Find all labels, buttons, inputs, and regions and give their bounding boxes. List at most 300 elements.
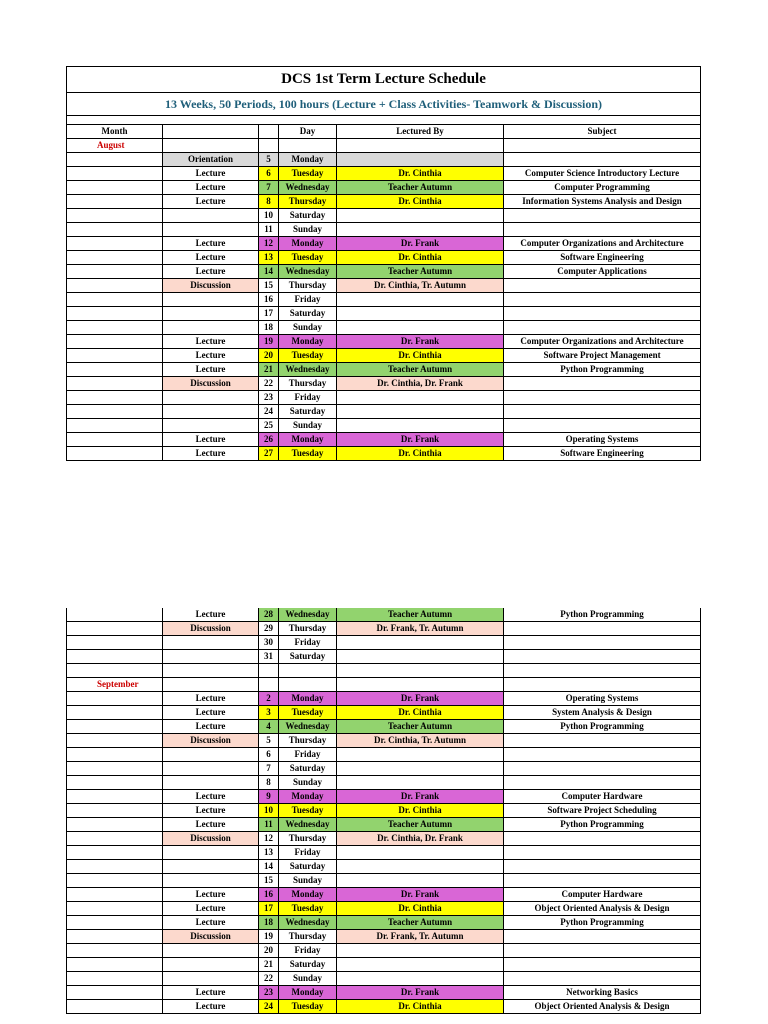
schedule-row <box>67 349 701 363</box>
month-cell <box>67 762 163 776</box>
session-type-cell: Discussion <box>163 734 259 748</box>
weekday-cell: Thursday <box>279 930 337 944</box>
weekday-cell: Friday <box>279 636 337 650</box>
month-cell <box>67 636 163 650</box>
subject-cell <box>504 930 701 944</box>
subject-cell: Computer Science Introductory Lecture <box>504 167 701 181</box>
schedule-row <box>67 734 701 748</box>
weekday-cell: Sunday <box>279 972 337 986</box>
subject-cell: Computer Hardware <box>504 888 701 902</box>
month-cell <box>67 363 163 377</box>
lecturer-cell: Dr. Cinthia <box>337 167 504 181</box>
date-number-cell: 23 <box>259 986 279 1000</box>
weekday-cell: Wednesday <box>279 818 337 832</box>
schedule-row <box>67 237 701 251</box>
session-type-cell: Discussion <box>163 622 259 636</box>
session-type-cell <box>163 874 259 888</box>
subject-cell: System Analysis & Design <box>504 706 701 720</box>
weekday-cell: Sunday <box>279 419 337 433</box>
month-cell <box>67 153 163 167</box>
month-cell: August <box>67 139 163 153</box>
month-cell <box>67 692 163 706</box>
weekday-cell: Thursday <box>279 734 337 748</box>
lecturer-cell: Dr. Cinthia, Tr. Autumn <box>337 734 504 748</box>
header-row <box>67 125 701 139</box>
spacer-cell <box>67 116 701 125</box>
weekday-cell: Saturday <box>279 405 337 419</box>
title-row <box>67 67 701 93</box>
lecturer-cell: Dr. Cinthia <box>337 804 504 818</box>
subject-cell: Computer Organizations and Architecture <box>504 335 701 349</box>
subject-cell <box>504 678 701 692</box>
session-type-cell: Lecture <box>163 720 259 734</box>
weekday-cell <box>279 664 337 678</box>
lecturer-cell <box>337 860 504 874</box>
schedule-row <box>67 139 701 153</box>
weekday-cell <box>279 678 337 692</box>
subject-cell <box>504 293 701 307</box>
session-type-cell <box>163 860 259 874</box>
date-number-cell: 13 <box>259 251 279 265</box>
schedule-row <box>67 167 701 181</box>
weekday-cell: Monday <box>279 692 337 706</box>
date-number-cell: 15 <box>259 874 279 888</box>
schedule-row <box>67 293 701 307</box>
month-cell <box>67 818 163 832</box>
date-number-cell: 13 <box>259 846 279 860</box>
session-type-cell: Lecture <box>163 195 259 209</box>
lecturer-cell <box>337 846 504 860</box>
lecturer-cell <box>337 678 504 692</box>
lecturer-cell: Teacher Autumn <box>337 608 504 622</box>
month-cell <box>67 944 163 958</box>
session-type-cell <box>163 650 259 664</box>
lecturer-cell: Teacher Autumn <box>337 181 504 195</box>
date-number-cell: 22 <box>259 377 279 391</box>
lecturer-cell <box>337 762 504 776</box>
date-number-cell: 27 <box>259 447 279 461</box>
subject-cell <box>504 734 701 748</box>
date-number-cell: 4 <box>259 720 279 734</box>
schedule-row <box>67 958 701 972</box>
date-number-cell: 8 <box>259 195 279 209</box>
lecturer-cell <box>337 944 504 958</box>
lecturer-cell <box>337 419 504 433</box>
date-number-cell: 2 <box>259 692 279 706</box>
weekday-cell: Sunday <box>279 223 337 237</box>
lecturer-cell <box>337 307 504 321</box>
schedule-row <box>67 1000 701 1014</box>
subject-cell: Computer Applications <box>504 265 701 279</box>
month-cell <box>67 608 163 622</box>
date-number-cell: 18 <box>259 321 279 335</box>
lecturer-cell: Dr. Frank <box>337 692 504 706</box>
weekday-cell: Monday <box>279 335 337 349</box>
weekday-cell: Wednesday <box>279 720 337 734</box>
session-type-cell: Lecture <box>163 265 259 279</box>
weekday-cell: Tuesday <box>279 349 337 363</box>
date-number-cell: 24 <box>259 405 279 419</box>
weekday-cell: Thursday <box>279 279 337 293</box>
weekday-cell: Monday <box>279 888 337 902</box>
subject-cell <box>504 223 701 237</box>
lecturer-cell: Dr. Cinthia, Dr. Frank <box>337 832 504 846</box>
header-subject: Subject <box>504 125 701 139</box>
page-title: DCS 1st Term Lecture Schedule <box>67 67 701 93</box>
month-cell <box>67 223 163 237</box>
weekday-cell: Saturday <box>279 762 337 776</box>
subject-cell: Operating Systems <box>504 692 701 706</box>
session-type-cell: Lecture <box>163 433 259 447</box>
weekday-cell: Thursday <box>279 832 337 846</box>
subject-cell <box>504 622 701 636</box>
weekday-cell: Monday <box>279 433 337 447</box>
weekday-cell: Saturday <box>279 650 337 664</box>
month-cell <box>67 237 163 251</box>
date-number-cell <box>259 678 279 692</box>
date-number-cell: 28 <box>259 608 279 622</box>
session-type-cell <box>163 636 259 650</box>
lecturer-cell: Teacher Autumn <box>337 720 504 734</box>
weekday-cell: Monday <box>279 237 337 251</box>
weekday-cell: Thursday <box>279 622 337 636</box>
schedule-row <box>67 818 701 832</box>
schedule-row <box>67 762 701 776</box>
subject-cell <box>504 776 701 790</box>
session-type-cell <box>163 776 259 790</box>
subject-cell <box>504 860 701 874</box>
lecturer-cell: Dr. Cinthia <box>337 1000 504 1014</box>
weekday-cell: Friday <box>279 391 337 405</box>
month-cell <box>67 251 163 265</box>
subject-cell: Software Engineering <box>504 447 701 461</box>
weekday-cell: Tuesday <box>279 251 337 265</box>
subject-cell <box>504 209 701 223</box>
session-type-cell <box>163 748 259 762</box>
month-cell <box>67 930 163 944</box>
session-type-cell <box>163 678 259 692</box>
subject-cell: Software Engineering <box>504 251 701 265</box>
subject-cell: Python Programming <box>504 363 701 377</box>
session-type-cell: Lecture <box>163 167 259 181</box>
weekday-cell: Wednesday <box>279 916 337 930</box>
schedule-row <box>67 419 701 433</box>
subject-cell <box>504 944 701 958</box>
weekday-cell: Tuesday <box>279 447 337 461</box>
date-number-cell: 9 <box>259 790 279 804</box>
session-type-cell: Lecture <box>163 251 259 265</box>
spacer-row <box>67 116 701 125</box>
month-cell <box>67 405 163 419</box>
subject-cell <box>504 139 701 153</box>
weekday-cell: Sunday <box>279 874 337 888</box>
date-number-cell: 24 <box>259 1000 279 1014</box>
lecturer-cell <box>337 293 504 307</box>
schedule-row <box>67 363 701 377</box>
session-type-cell: Lecture <box>163 181 259 195</box>
session-type-cell <box>163 419 259 433</box>
date-number-cell: 16 <box>259 888 279 902</box>
subject-cell <box>504 972 701 986</box>
subject-cell: Python Programming <box>504 608 701 622</box>
month-cell <box>67 734 163 748</box>
month-cell <box>67 167 163 181</box>
lecturer-cell <box>337 321 504 335</box>
weekday-cell: Wednesday <box>279 181 337 195</box>
month-cell <box>67 279 163 293</box>
weekday-cell: Thursday <box>279 195 337 209</box>
session-type-cell <box>163 139 259 153</box>
schedule-row <box>67 902 701 916</box>
lecturer-cell: Dr. Cinthia <box>337 706 504 720</box>
session-type-cell <box>163 846 259 860</box>
date-number-cell: 21 <box>259 958 279 972</box>
weekday-cell: Tuesday <box>279 706 337 720</box>
lecturer-cell: Dr. Frank, Tr. Autumn <box>337 622 504 636</box>
subject-cell <box>504 279 701 293</box>
date-number-cell: 19 <box>259 335 279 349</box>
date-number-cell: 21 <box>259 363 279 377</box>
month-cell <box>67 916 163 930</box>
date-number-cell: 7 <box>259 762 279 776</box>
lecturer-cell: Dr. Frank, Tr. Autumn <box>337 930 504 944</box>
date-number-cell: 12 <box>259 832 279 846</box>
header-month: Month <box>67 125 163 139</box>
date-number-cell: 17 <box>259 902 279 916</box>
subject-cell: Software Project Management <box>504 349 701 363</box>
date-number-cell: 10 <box>259 209 279 223</box>
subject-cell: Computer Organizations and Architecture <box>504 237 701 251</box>
date-number-cell: 29 <box>259 622 279 636</box>
date-number-cell: 7 <box>259 181 279 195</box>
session-type-cell: Lecture <box>163 692 259 706</box>
lecturer-cell: Teacher Autumn <box>337 363 504 377</box>
subtitle-row <box>67 93 701 116</box>
schedule-row <box>67 608 701 622</box>
schedule-row <box>67 846 701 860</box>
lecturer-cell: Teacher Autumn <box>337 916 504 930</box>
session-type-cell: Lecture <box>163 790 259 804</box>
weekday-cell: Monday <box>279 986 337 1000</box>
session-type-cell <box>163 944 259 958</box>
weekday-cell: Saturday <box>279 860 337 874</box>
date-number-cell: 20 <box>259 944 279 958</box>
month-cell <box>67 804 163 818</box>
session-type-cell <box>163 209 259 223</box>
subject-cell <box>504 153 701 167</box>
session-type-cell <box>163 293 259 307</box>
weekday-cell: Wednesday <box>279 608 337 622</box>
month-cell <box>67 321 163 335</box>
date-number-cell: 8 <box>259 776 279 790</box>
month-cell <box>67 846 163 860</box>
schedule-row <box>67 181 701 195</box>
schedule-row <box>67 930 701 944</box>
schedule-row <box>67 888 701 902</box>
weekday-cell: Sunday <box>279 776 337 790</box>
date-number-cell: 26 <box>259 433 279 447</box>
session-type-cell <box>163 958 259 972</box>
subject-cell: Information Systems Analysis and Design <box>504 195 701 209</box>
month-cell <box>67 419 163 433</box>
month-cell <box>67 181 163 195</box>
schedule-row <box>67 391 701 405</box>
subject-cell: Object Oriented Analysis & Design <box>504 902 701 916</box>
subject-cell: Python Programming <box>504 818 701 832</box>
lecturer-cell <box>337 405 504 419</box>
schedule-row <box>67 321 701 335</box>
session-type-cell <box>163 972 259 986</box>
month-cell <box>67 902 163 916</box>
date-number-cell <box>259 664 279 678</box>
session-type-cell <box>163 762 259 776</box>
lecturer-cell <box>337 636 504 650</box>
schedule-row <box>67 748 701 762</box>
weekday-cell: Sunday <box>279 321 337 335</box>
date-number-cell: 11 <box>259 223 279 237</box>
weekday-cell: Friday <box>279 293 337 307</box>
session-type-cell: Lecture <box>163 888 259 902</box>
date-number-cell: 14 <box>259 860 279 874</box>
subject-cell <box>504 846 701 860</box>
session-type-cell: Lecture <box>163 335 259 349</box>
session-type-cell <box>163 405 259 419</box>
schedule-sheet-1 <box>66 66 701 461</box>
weekday-cell: Tuesday <box>279 167 337 181</box>
lecturer-cell <box>337 874 504 888</box>
schedule-row <box>67 622 701 636</box>
subject-cell: Networking Basics <box>504 986 701 1000</box>
date-number-cell: 10 <box>259 804 279 818</box>
schedule-row <box>67 874 701 888</box>
weekday-cell: Monday <box>279 790 337 804</box>
lecturer-cell: Dr. Cinthia, Tr. Autumn <box>337 279 504 293</box>
page-subtitle: 13 Weeks, 50 Periods, 100 hours (Lecture + Class Activities- Teamwork & Discussion) <box>67 93 701 116</box>
month-cell <box>67 650 163 664</box>
subject-cell <box>504 391 701 405</box>
schedule-row <box>67 265 701 279</box>
header-number <box>259 125 279 139</box>
month-cell <box>67 790 163 804</box>
schedule-row <box>67 153 701 167</box>
subject-cell <box>504 748 701 762</box>
date-number-cell: 12 <box>259 237 279 251</box>
date-number-cell: 6 <box>259 167 279 181</box>
month-cell <box>67 195 163 209</box>
subject-cell: Object Oriented Analysis & Design <box>504 1000 701 1014</box>
session-type-cell: Lecture <box>163 447 259 461</box>
session-type-cell: Discussion <box>163 377 259 391</box>
weekday-cell: Tuesday <box>279 1000 337 1014</box>
weekday-cell: Monday <box>279 153 337 167</box>
month-cell: September <box>67 678 163 692</box>
session-type-cell: Discussion <box>163 832 259 846</box>
subject-cell <box>504 419 701 433</box>
month-cell <box>67 335 163 349</box>
session-type-cell: Lecture <box>163 902 259 916</box>
schedule-row <box>67 706 701 720</box>
lecturer-cell <box>337 748 504 762</box>
lecturer-cell <box>337 391 504 405</box>
session-type-cell <box>163 391 259 405</box>
weekday-cell: Friday <box>279 846 337 860</box>
date-number-cell: 23 <box>259 391 279 405</box>
subject-cell: Python Programming <box>504 720 701 734</box>
lecturer-cell: Dr. Cinthia <box>337 349 504 363</box>
subject-cell: Computer Hardware <box>504 790 701 804</box>
weekday-cell: Wednesday <box>279 363 337 377</box>
date-number-cell: 15 <box>259 279 279 293</box>
date-number-cell: 17 <box>259 307 279 321</box>
schedule-row <box>67 377 701 391</box>
schedule-sheet-2 <box>66 608 701 1014</box>
subject-cell <box>504 832 701 846</box>
month-cell <box>67 986 163 1000</box>
month-cell <box>67 706 163 720</box>
weekday-cell: Tuesday <box>279 902 337 916</box>
schedule-row <box>67 664 701 678</box>
schedule-row <box>67 636 701 650</box>
month-cell <box>67 349 163 363</box>
month-cell <box>67 874 163 888</box>
subject-cell: Software Project Scheduling <box>504 804 701 818</box>
date-number-cell: 31 <box>259 650 279 664</box>
lecturer-cell <box>337 139 504 153</box>
lecturer-cell: Dr. Cinthia <box>337 902 504 916</box>
subject-cell <box>504 405 701 419</box>
subject-cell <box>504 762 701 776</box>
month-cell <box>67 664 163 678</box>
schedule-row <box>67 776 701 790</box>
lecturer-cell: Dr. Frank <box>337 335 504 349</box>
session-type-cell: Orientation <box>163 153 259 167</box>
session-type-cell: Lecture <box>163 916 259 930</box>
month-cell <box>67 958 163 972</box>
subject-cell: Python Programming <box>504 916 701 930</box>
schedule-row <box>67 447 701 461</box>
schedule-row <box>67 307 701 321</box>
subject-cell <box>504 650 701 664</box>
date-number-cell: 30 <box>259 636 279 650</box>
weekday-cell: Friday <box>279 748 337 762</box>
weekday-cell <box>279 139 337 153</box>
lecturer-cell <box>337 958 504 972</box>
session-type-cell: Lecture <box>163 818 259 832</box>
month-cell <box>67 293 163 307</box>
lecturer-cell: Dr. Frank <box>337 986 504 1000</box>
subject-cell <box>504 664 701 678</box>
month-cell <box>67 720 163 734</box>
lecturer-cell <box>337 776 504 790</box>
subject-cell <box>504 377 701 391</box>
month-cell <box>67 972 163 986</box>
schedule-row <box>67 944 701 958</box>
schedule-row <box>67 650 701 664</box>
date-number-cell: 20 <box>259 349 279 363</box>
lecturer-cell: Dr. Frank <box>337 888 504 902</box>
schedule-row <box>67 972 701 986</box>
session-type-cell: Discussion <box>163 930 259 944</box>
lecturer-cell: Dr. Frank <box>337 433 504 447</box>
subject-cell <box>504 636 701 650</box>
month-cell <box>67 391 163 405</box>
schedule-row <box>67 251 701 265</box>
session-type-cell <box>163 223 259 237</box>
schedule-row <box>67 405 701 419</box>
schedule-row <box>67 832 701 846</box>
lecturer-cell <box>337 972 504 986</box>
schedule-row <box>67 678 701 692</box>
